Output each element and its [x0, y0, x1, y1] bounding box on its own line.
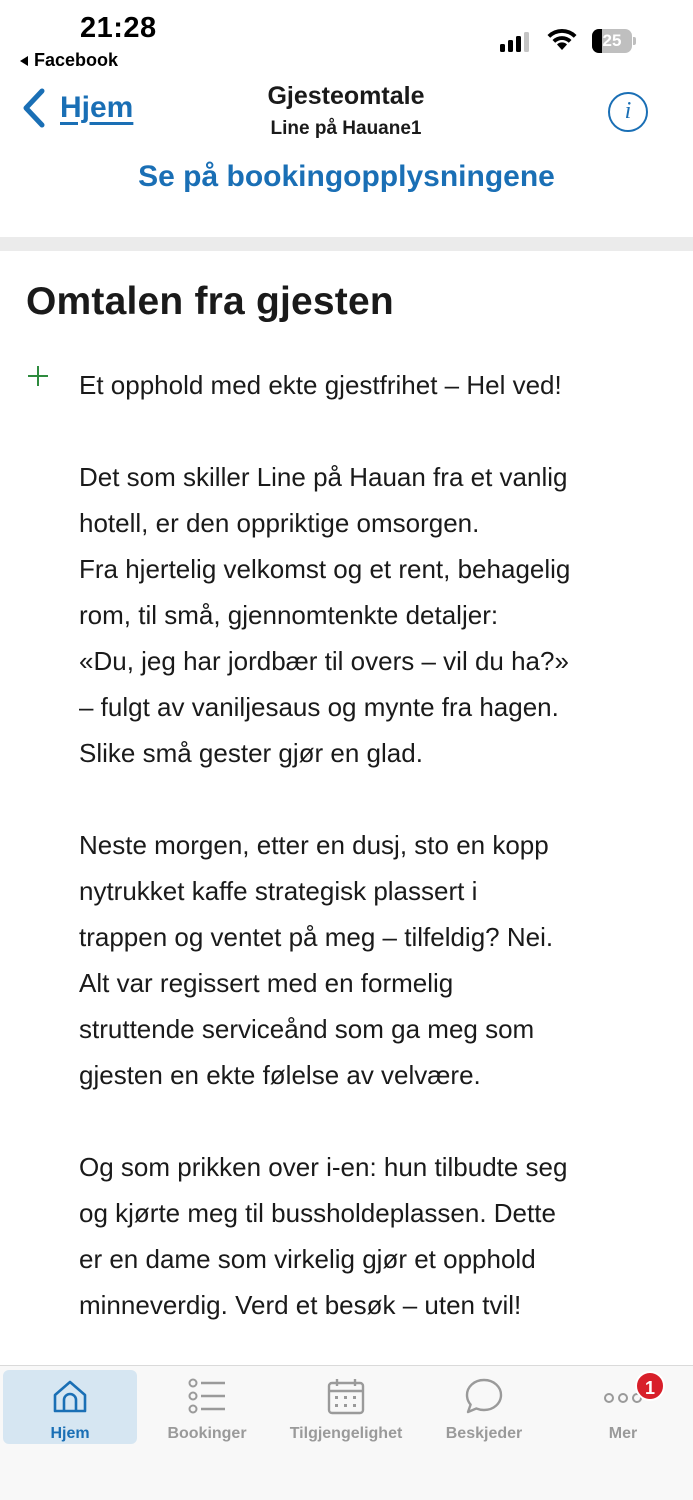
- back-app-label: Facebook: [34, 50, 119, 70]
- list-icon: [187, 1376, 227, 1416]
- review-line: Og som prikken over i-en: hun tilbudte seg: [79, 1152, 568, 1182]
- review-line: rom, til små, gjennomtenkte detaljer:: [79, 600, 499, 630]
- back-triangle-icon: [20, 56, 28, 66]
- review-line: Alt var regissert med en formelig: [79, 968, 454, 998]
- review-line: Det som skiller Line på Hauan fra et vanlig: [79, 462, 568, 492]
- tab-bookings[interactable]: [140, 1370, 274, 1444]
- review-paragraph-1: [79, 454, 679, 776]
- chat-bubble-icon: [464, 1376, 504, 1416]
- tab-bookings-label: Bookinger: [167, 1425, 247, 1442]
- notification-badge: 1: [635, 1371, 665, 1401]
- status-bar: [0, 0, 693, 72]
- back-to-app-link[interactable]: [20, 50, 118, 71]
- tab-messages[interactable]: [417, 1370, 551, 1444]
- review-line: gjesten en ekte følelse av velvære.: [79, 1060, 481, 1090]
- review-heading: Omtalen fra gjesten: [26, 280, 394, 323]
- review-line: og kjørte meg til bussholdeplassen. Dette: [79, 1198, 556, 1228]
- review-line: «Du, jeg har jordbær til overs – vil du ha?»: [79, 646, 569, 676]
- calendar-icon: [326, 1376, 366, 1416]
- review-line: nytrukket kaffe strategisk plassert i: [79, 876, 478, 906]
- tab-availability[interactable]: [279, 1370, 413, 1444]
- review-line: er en dame som virkelig gjør et opphold: [79, 1244, 536, 1274]
- booking-details-link[interactable]: Se på bookingopplysningene: [138, 160, 555, 193]
- cellular-signal-icon: [500, 30, 529, 52]
- review-line: struttende serviceånd som ga meg som: [79, 1014, 535, 1044]
- review-line: trappen og ventet på meg – tilfeldig? Nei.: [79, 922, 554, 952]
- review-title-line: [79, 362, 679, 408]
- review-line: Fra hjertelig velkomst og et rent, behagelig: [79, 554, 571, 584]
- review-line: hotell, er den oppriktige omsorgen.: [79, 508, 480, 538]
- chevron-left-icon: [20, 88, 46, 128]
- home-icon: [50, 1376, 90, 1416]
- status-time: 21:28: [80, 12, 157, 44]
- review-line: minneverdig. Verd et besøk – uten tvil!: [79, 1290, 522, 1320]
- review-line: Et opphold med ekte gjestfrihet – Hel ved!: [79, 370, 562, 400]
- back-button-label: Hjem: [60, 91, 134, 124]
- review-line: Slike små gester gjør en glad.: [79, 738, 423, 768]
- review-text: [79, 362, 679, 1328]
- review-line: – fulgt av vaniljesaus og mynte fra hagen.: [79, 692, 559, 722]
- battery-percent: 25: [602, 31, 622, 50]
- back-button[interactable]: [20, 88, 133, 128]
- page-subtitle: Line på Hauane1: [270, 118, 422, 139]
- tab-home[interactable]: [3, 1370, 137, 1444]
- review-paragraph-3: [79, 1144, 679, 1328]
- info-icon[interactable]: i: [608, 92, 648, 132]
- tab-messages-label: Beskjeder: [445, 1425, 523, 1442]
- section-divider: [0, 237, 693, 251]
- plus-icon: [28, 366, 48, 386]
- tab-availability-label: Tilgjengelighet: [289, 1425, 403, 1442]
- review-line: Neste morgen, etter en dusj, sto en kopp: [79, 830, 549, 860]
- review-paragraph-2: [79, 822, 679, 1098]
- wifi-icon: [544, 26, 580, 52]
- nav-header: [0, 80, 693, 140]
- tab-home-label: Hjem: [50, 1425, 90, 1442]
- tab-more[interactable]: [556, 1370, 690, 1444]
- battery-indicator: [592, 29, 636, 53]
- tab-more-label: Mer: [608, 1425, 638, 1442]
- bottom-tab-bar: [0, 1365, 693, 1500]
- page-title: Gjesteomtale: [267, 82, 425, 110]
